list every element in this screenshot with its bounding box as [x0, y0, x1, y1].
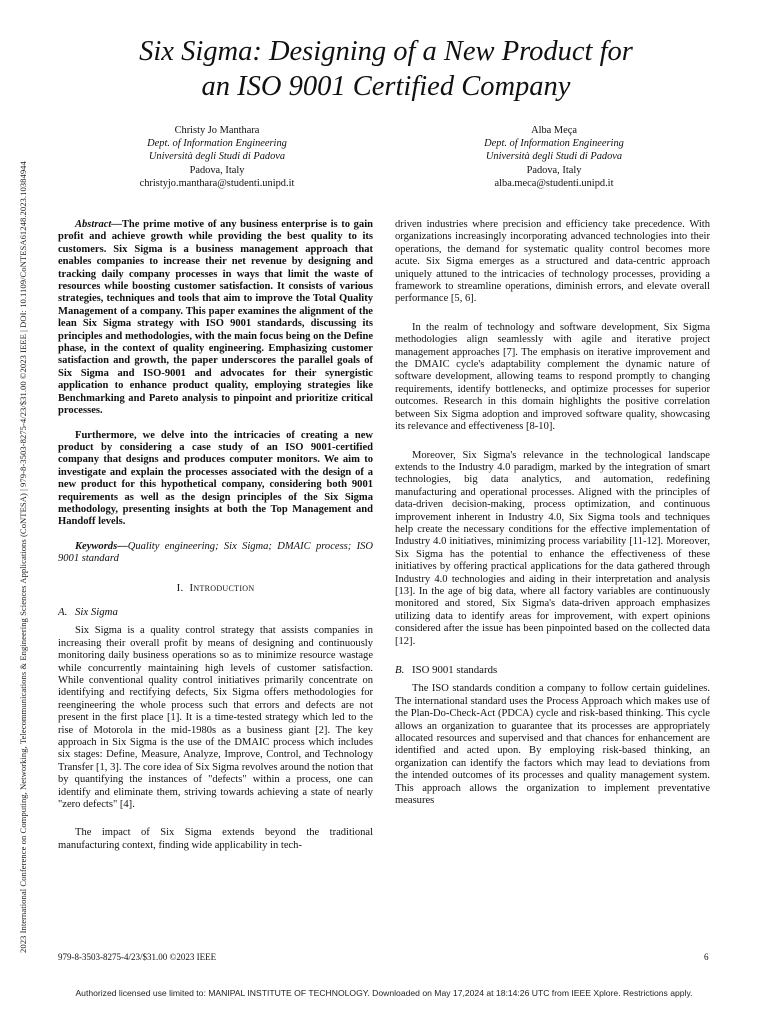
- keywords-paragraph: [58, 541, 373, 566]
- author-block-1: [97, 124, 337, 190]
- body-paragraph: Moreover, Six Sigma's relevance in the technological landscape extends to the Industry 4.0 paradigm, marked by the integration of smart technologies, big data analytics, and automation, redefining manufacturing and operational processes. Aligned with the principles of data-driven decision-making, process optimization, and continuous improvement inherent in Industry 4.0, Six Sigma tools and techniques help create the necessary conditions for the effective implementation of Industry 4.0 initiatives, minimizing process variability [11-12]. Moreover, Six Sigma has the potential to enhance the effectiveness of these initiatives by offering practical applications for the data gathered through Industry 4.0 technologies and aiding in their interpretation and analysis [13]. In the age of big data, where all factory variables are continuously monitored and stored, Six Sigma's data-driven approach emphasizes utilizing data to identify areas for improvement, with expert opinions considered after the issue has been pinpointed based on the collected data [12].: [395, 449, 710, 647]
- subsection-title: ISO 9001 standards: [412, 664, 498, 676]
- section-title: Introduction: [189, 581, 255, 594]
- paper-title: [60, 34, 712, 104]
- subsection-heading-six-sigma: [58, 606, 373, 618]
- subsection-letter: B.: [395, 664, 405, 676]
- abstract-label: Abstract—: [75, 219, 122, 230]
- author-department: Dept. of Information Engineering: [484, 138, 624, 150]
- body-paragraph: The impact of Six Sigma extends beyond the traditional manufacturing context, finding wide applicability in tech-: [58, 827, 373, 851]
- title-line-2: an ISO 9001 Certified Company: [201, 71, 571, 102]
- keywords-text: Quality engineering; Six Sigma; DMAIC process; ISO 9001 standard: [58, 540, 373, 565]
- body-paragraph: Six Sigma is a quality control strategy that assists companies in increasing their overall profit by means of designing and continuously monitoring daily business operations so as to minimize resource wastage while concurrently maintaining high levels of customer satisfaction. While conventional quality control initiatives primarily concentrate on identifying and rectifying defects, Six Sigma offers methodologies for reengineering the whole process such that errors and defects are not present in the first place [1]. It is a time-tested strategy which led to the rise of Motorola in the mid-1980s as a business giant [2]. The key approach in Six Sigma is the use of the DMAIC process which includes six stages: Define, Measure, Analyze, Improve, Control, and Technology Transfer [1, 3]. The core idea of Six Sigma revolves around the notion that by quantifying the instances of "defects" within a process, one can identify and eliminate them, striving towards achieving a state of nearly "zero defects" [4].: [58, 625, 373, 811]
- body-paragraph: In the realm of technology and software development, Six Sigma methodologies align seamlessly with agile and iterative project management approaches [7]. The emphasis on iterative improvement and the DMAIC cycle's adaptability complement the dynamic nature of software development, allowing teams to respond promptly to changing requirements, identify bottlenecks, and optimize processes for superior outcomes. Research in this domain highlights the positive correlation between Six Sigma adoption and improved software quality, showcasing its relevance and effectiveness [8-10].: [395, 321, 710, 433]
- body-paragraph-continued: driven industries where precision and efficiency take precedence. With organizations increasingly incorporating advanced technologies into their operations, the demand for systematic quality control becomes more acute. Six Sigma emerges as a structured and data-centric approach uniquely attuned to the intricacies of technology processes, providing a framework to streamline operations, diminish errors, and elevate overall performance [5, 6].: [395, 219, 710, 305]
- author-city: Padova, Italy: [189, 164, 245, 176]
- author-block-2: [434, 124, 674, 190]
- left-column: [58, 219, 373, 852]
- page-number: 6: [704, 952, 709, 962]
- abstract-paragraph-2: Furthermore, we delve into the intricacies of creating a new product by considering a case study of an ISO 9001-certified company that designs and produces computer monitors. We aim to investigate and explain the processes associated with the design of a new product for this hypothetical company, considering both 9001 requirements as well as the design principles of the Six Sigma methodology, presenting insights at both the Top Management and Handoff levels.: [58, 429, 373, 528]
- conference-doi-margin: 2023 International Conference on Computing, Networking, Telecommunications & Engineering Sciences Applications (CoNTESA) | 979-8-3503-8275-4/23/$31.00 ©2023 IEEE | DOI: 10.1109/CoNTESA61248.2023.10384944: [18, 161, 28, 953]
- author-name: Alba Meça: [531, 125, 577, 136]
- author-university: Università degli Studi di Padova: [485, 151, 623, 163]
- download-notice: Authorized licensed use limited to: MANIPAL INSTITUTE OF TECHNOLOGY. Downloaded on May 17,2024 at 18:14:26 UTC from IEEE Xplore. Restrictions apply.: [75, 988, 693, 998]
- author-email: alba.meca@studenti.unipd.it: [494, 177, 614, 189]
- subsection-title: Six Sigma: [75, 605, 118, 618]
- author-department: Dept. of Information Engineering: [147, 138, 287, 150]
- body-paragraph: The ISO standards condition a company to follow certain guidelines. The international standard uses the Process Approach which makes use of the Plan-Do-Check-Act (PDCA) cycle and risk-based thinking. This cycle allows an organization to guarantee that its processes are appropriately allocated resources and supervised and that chances for enhancement are identified and acted upon. By employing risk-based thinking, an organization can identify the factors which may lead to deviations from the intended outcomes of its processes and quality management system. This approach allows the organization to implement preventative measures: [395, 683, 710, 807]
- keywords-label: Keywords—: [75, 540, 128, 552]
- author-university: Università degli Studi di Padova: [148, 151, 286, 163]
- subsection-heading-iso-9001: [395, 664, 710, 676]
- copyright-footer: 979-8-3503-8275-4/23/$31.00 ©2023 IEEE: [58, 952, 217, 962]
- author-city: Padova, Italy: [526, 164, 582, 176]
- author-name: Christy Jo Manthara: [174, 125, 260, 136]
- section-numeral: I.: [176, 581, 184, 594]
- abstract-paragraph: [58, 219, 373, 418]
- title-line-1: Six Sigma: Designing of a New Product for: [139, 36, 633, 67]
- right-column: [395, 219, 710, 807]
- abstract-text: The prime motive of any business enterprise is to gain profit and achieve growth while providing the best quality to its customers. Six Sigma is a business management approach that enables companies to increase their net revenue by designing and tracking daily company processes in ways that limit the waste of resources while boosting customer satisfaction. It consists of various strategies, techniques and tools that aim to improve the Total Quality Management of a company. This paper examines the alignment of the lean Six Sigma strategy with ISO 9001 standards, discussing its principles and methodologies, with the main focus being on the Define phase, in the context of quality engineering. Emphasizing customer satisfaction and growth, the paper underscores the parallel goals of Six Sigma and ISO-9001 and advocates for their synergistic application to enhance product quality, employing strategies like Benchmarking and Pareto analysis to pinpoint and prioritize critical processes.: [58, 219, 373, 417]
- section-heading-introduction: [58, 582, 373, 594]
- subsection-letter: A.: [58, 605, 68, 618]
- author-email: christyjo.manthara@studenti.unipd.it: [139, 177, 295, 189]
